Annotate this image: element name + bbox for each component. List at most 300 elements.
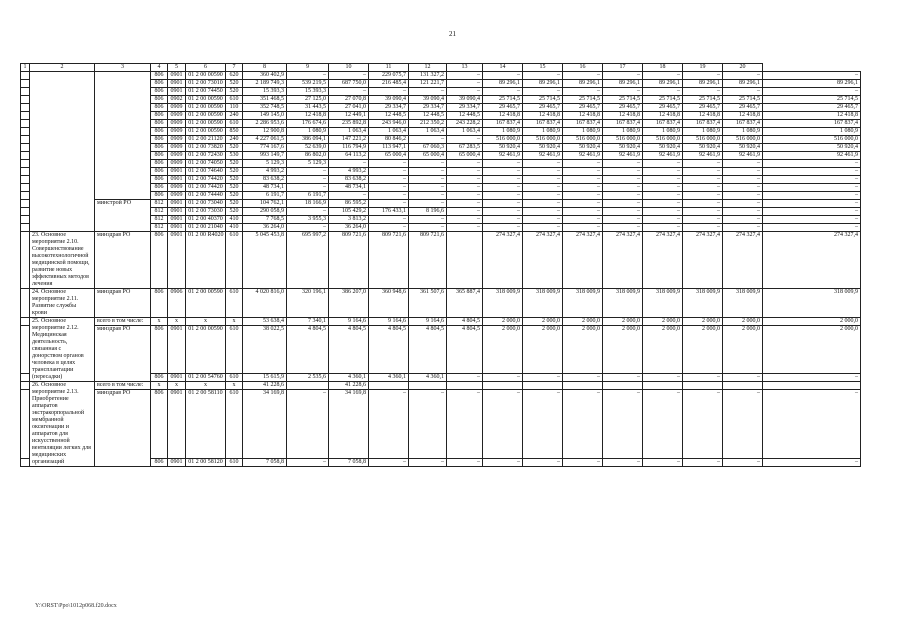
amount-cell: 2 000,0 [563, 318, 603, 326]
amount-cell: – [523, 176, 563, 184]
amount-cell: 131 327,2 [409, 72, 447, 80]
amount-cell: 53 638,4 [243, 318, 287, 326]
budget-code-cell: 01 2 00 74420 [186, 184, 226, 192]
amount-cell: – [723, 72, 763, 80]
amount-cell: 50 920,4 [723, 144, 763, 152]
budget-code-cell: 01 2 00 00590 [186, 326, 226, 374]
amount-cell: – [643, 200, 683, 208]
amount-cell: 318 009,9 [563, 289, 603, 318]
amount-cell: 176 433,1 [369, 208, 409, 216]
row-spacer [21, 88, 30, 96]
amount-cell: 12 418,8 [287, 112, 329, 120]
amount-cell: 1 063,4 [447, 128, 483, 136]
amount-cell: 1 080,9 [287, 128, 329, 136]
amount-cell: 2 000,0 [763, 326, 861, 374]
amount-cell: – [523, 168, 563, 176]
amount-cell: – [447, 160, 483, 168]
budget-code-cell: 520 [226, 176, 243, 184]
budget-code-cell: 0901 [168, 390, 186, 459]
amount-cell: 48 734,1 [243, 184, 287, 192]
amount-cell: 539 219,5 [287, 80, 329, 88]
amount-cell: – [763, 72, 861, 80]
amount-cell: 1 080,9 [603, 128, 643, 136]
budget-code-cell: 610 [226, 289, 243, 318]
budget-code-cell: 01 2 00 73010 [186, 80, 226, 88]
amount-cell: 80 846,2 [369, 136, 409, 144]
amount-cell: 516 000,0 [723, 136, 763, 144]
amount-cell: – [369, 160, 409, 168]
amount-cell: 2 000,0 [603, 318, 643, 326]
amount-cell: 274 327,4 [563, 232, 603, 289]
budget-code-cell: x [226, 382, 243, 390]
row-spacer [21, 390, 30, 459]
amount-cell: – [523, 88, 563, 96]
amount-cell: – [643, 208, 683, 216]
amount-cell: 3 813,2 [329, 216, 369, 224]
table-row [21, 72, 861, 80]
amount-cell: 5 045 453,8 [243, 232, 287, 289]
amount-cell: – [287, 184, 329, 192]
amount-cell: 12 448,5 [447, 112, 483, 120]
amount-cell: 243 946,0 [369, 120, 409, 128]
amount-cell: – [287, 459, 329, 467]
budget-code-cell: x [186, 318, 226, 326]
amount-cell: 320 196,1 [287, 289, 329, 318]
amount-cell: – [603, 374, 643, 382]
column-number: 13 [447, 64, 483, 72]
amount-cell: – [369, 459, 409, 467]
amount-cell: – [447, 200, 483, 208]
budget-code-cell: 520 [226, 168, 243, 176]
amount-cell: 229 075,7 [369, 72, 409, 80]
amount-cell: 104 762,1 [243, 200, 287, 208]
measure-name: 24. Основное мероприятие 2.11. Развитие службы крови [30, 289, 95, 318]
table-row [21, 289, 861, 318]
amount-cell [409, 382, 447, 390]
row-spacer [21, 208, 30, 216]
amount-cell: 89 296,1 [723, 80, 763, 88]
amount-cell: – [643, 184, 683, 192]
page-number: 21 [449, 30, 456, 38]
amount-cell: – [563, 176, 603, 184]
column-number: 10 [329, 64, 369, 72]
amount-cell: 50 920,4 [563, 144, 603, 152]
amount-cell: 89 296,1 [683, 80, 723, 88]
amount-cell: 318 009,9 [723, 289, 763, 318]
amount-cell: 25 714,5 [563, 96, 603, 104]
amount-cell: 52 639,0 [287, 144, 329, 152]
column-number: 12 [409, 64, 447, 72]
amount-cell: 92 461,9 [563, 152, 603, 160]
amount-cell [287, 382, 329, 390]
amount-cell: – [603, 216, 643, 224]
amount-cell: – [723, 200, 763, 208]
amount-cell: 1 063,4 [409, 128, 447, 136]
amount-cell: 27 070,8 [329, 96, 369, 104]
amount-cell: 274 327,4 [723, 232, 763, 289]
amount-cell: – [409, 459, 447, 467]
budget-code-cell: 520 [226, 208, 243, 216]
budget-code-cell: 0901 [168, 200, 186, 208]
amount-cell: 92 461,9 [483, 152, 523, 160]
table-row [21, 326, 861, 374]
budget-code-cell: 0901 [168, 168, 186, 176]
budget-code-cell: 0909 [168, 112, 186, 120]
amount-cell: 27 041,0 [329, 104, 369, 112]
amount-cell: – [723, 168, 763, 176]
budget-code-cell: 240 [226, 112, 243, 120]
amount-cell: – [369, 390, 409, 459]
amount-cell: 29 465,7 [523, 104, 563, 112]
amount-cell: 1 080,9 [643, 128, 683, 136]
amount-cell: 167 837,4 [483, 120, 523, 128]
amount-cell: 25 714,5 [643, 96, 683, 104]
amount-cell: – [483, 390, 523, 459]
amount-cell: 9 164,6 [329, 318, 369, 326]
amount-cell: – [483, 200, 523, 208]
executor: минздрав РО [95, 390, 151, 467]
amount-cell: – [643, 160, 683, 168]
amount-cell: 6 191,7 [243, 192, 287, 200]
amount-cell: – [287, 390, 329, 459]
amount-cell: 50 920,4 [603, 144, 643, 152]
budget-code-cell: 01 2 00 21040 [186, 224, 226, 232]
amount-cell: 167 837,4 [683, 120, 723, 128]
amount-cell: 92 461,9 [523, 152, 563, 160]
amount-cell: – [409, 176, 447, 184]
amount-cell: 4 020 816,0 [243, 289, 287, 318]
budget-code-cell: 240 [226, 136, 243, 144]
table-row [21, 390, 861, 459]
amount-cell: – [447, 184, 483, 192]
amount-cell: 12 448,5 [369, 112, 409, 120]
amount-cell: – [523, 224, 563, 232]
budget-code-cell: 0901 [168, 224, 186, 232]
amount-cell: – [447, 390, 483, 459]
amount-cell: – [683, 184, 723, 192]
amount-cell: – [643, 374, 683, 382]
amount-cell: – [563, 88, 603, 96]
amount-cell: – [329, 88, 369, 96]
amount-cell: 167 837,4 [603, 120, 643, 128]
amount-cell: 351 468,5 [243, 96, 287, 104]
amount-cell: 774 167,6 [243, 144, 287, 152]
budget-code-cell: 01 2 00 73030 [186, 208, 226, 216]
amount-cell: 516 000,0 [563, 136, 603, 144]
amount-cell: – [329, 72, 369, 80]
budget-code-cell: 01 2 00 00590 [186, 96, 226, 104]
amount-cell: 9 164,6 [369, 318, 409, 326]
budget-code-cell: 610 [226, 120, 243, 128]
amount-cell: 12 418,8 [483, 112, 523, 120]
budget-code-cell: 610 [226, 232, 243, 289]
amount-cell: 4 227 061,5 [243, 136, 287, 144]
amount-cell: 2 000,0 [683, 326, 723, 374]
amount-cell: 1 063,4 [329, 128, 369, 136]
budget-code-cell: 610 [226, 374, 243, 382]
amount-cell: – [683, 224, 723, 232]
amount-cell: 12 418,8 [643, 112, 683, 120]
amount-cell: 2 286 953,6 [243, 120, 287, 128]
amount-cell: – [723, 459, 763, 467]
amount-cell: – [723, 176, 763, 184]
amount-cell: – [763, 216, 861, 224]
amount-cell: – [409, 192, 447, 200]
amount-cell: – [369, 200, 409, 208]
table-row [21, 200, 861, 208]
budget-code-cell: 520 [226, 80, 243, 88]
row-spacer [21, 152, 30, 160]
amount-cell: 34 169,8 [243, 390, 287, 459]
amount-cell: – [563, 184, 603, 192]
budget-code-cell: 0906 [168, 289, 186, 318]
amount-cell: – [483, 88, 523, 96]
budget-code-cell: 01 2 00 73820 [186, 144, 226, 152]
budget-code-cell: 0901 [168, 88, 186, 96]
amount-cell: – [563, 208, 603, 216]
amount-cell: – [287, 208, 329, 216]
amount-cell: – [447, 216, 483, 224]
column-number: 16 [563, 64, 603, 72]
row-spacer [21, 104, 30, 112]
amount-cell: 167 837,4 [563, 120, 603, 128]
budget-code-cell: 0909 [168, 104, 186, 112]
executor: всего в том числе: [95, 382, 151, 390]
budget-code-cell: 0909 [168, 192, 186, 200]
budget-code-cell: 806 [151, 80, 168, 88]
column-number-header [21, 64, 861, 72]
column-number: 8 [243, 64, 287, 72]
budget-code-cell: 01 2 00 73040 [186, 200, 226, 208]
amount-cell: 116 794,9 [329, 144, 369, 152]
amount-cell: 83 638,2 [243, 176, 287, 184]
amount-cell: 5 129,3 [287, 160, 329, 168]
amount-cell: – [523, 184, 563, 192]
amount-cell: – [603, 72, 643, 80]
amount-cell: – [483, 184, 523, 192]
budget-code-cell: 0901 [168, 326, 186, 374]
budget-code-cell: 806 [151, 390, 168, 459]
amount-cell: – [723, 184, 763, 192]
budget-code-cell: 0901 [168, 208, 186, 216]
amount-cell: – [447, 224, 483, 232]
budget-code-cell: 806 [151, 128, 168, 136]
budget-code-cell: 0901 [168, 176, 186, 184]
amount-cell: – [483, 224, 523, 232]
row-spacer [21, 112, 30, 120]
amount-cell: – [643, 192, 683, 200]
amount-cell: 38 022,5 [243, 326, 287, 374]
amount-cell: 2 189 749,3 [243, 80, 287, 88]
amount-cell: – [643, 72, 683, 80]
amount-cell [603, 382, 643, 390]
budget-code-cell: 01 2 00 58120 [186, 459, 226, 467]
amount-cell: – [523, 200, 563, 208]
amount-cell: 1 080,9 [563, 128, 603, 136]
row-spacer [21, 326, 30, 374]
budget-code-cell: 530 [226, 152, 243, 160]
budget-code-cell: 01 2 00 58110 [186, 390, 226, 459]
amount-cell: – [603, 459, 643, 467]
amount-cell: 1 080,9 [523, 128, 563, 136]
amount-cell: – [523, 208, 563, 216]
amount-cell: 6 191,7 [287, 192, 329, 200]
amount-cell: 4 804,5 [329, 326, 369, 374]
amount-cell: 147 221,2 [329, 136, 369, 144]
budget-code-cell: 806 [151, 184, 168, 192]
amount-cell: – [523, 459, 563, 467]
row-spacer [21, 96, 30, 104]
amount-cell: 50 920,4 [763, 144, 861, 152]
amount-cell: 274 327,4 [683, 232, 723, 289]
budget-code-cell: 812 [151, 200, 168, 208]
column-number: 18 [643, 64, 683, 72]
budget-code-cell: 806 [151, 232, 168, 289]
amount-cell: – [369, 176, 409, 184]
amount-cell: – [563, 72, 603, 80]
executor: всего в том числе: [95, 318, 151, 326]
amount-cell: 89 296,1 [603, 80, 643, 88]
amount-cell: 2 000,0 [763, 318, 861, 326]
amount-cell: 12 418,8 [723, 112, 763, 120]
amount-cell: 12 418,8 [683, 112, 723, 120]
budget-code-cell: 01 2 00 74440 [186, 192, 226, 200]
column-number: 1 [21, 64, 30, 72]
amount-cell: 149 145,0 [243, 112, 287, 120]
amount-cell: 4 360,1 [409, 374, 447, 382]
amount-cell: – [369, 192, 409, 200]
amount-cell: – [523, 72, 563, 80]
amount-cell: – [287, 224, 329, 232]
row-spacer [21, 128, 30, 136]
budget-code-cell: 0901 [168, 72, 186, 80]
amount-cell: 12 418,8 [603, 112, 643, 120]
budget-code-cell: 610 [226, 459, 243, 467]
column-number: 9 [287, 64, 329, 72]
row-spacer [21, 382, 30, 390]
amount-cell: 1 080,9 [763, 128, 861, 136]
row-spacer [21, 224, 30, 232]
amount-cell: 92 461,9 [723, 152, 763, 160]
budget-code-cell: 0909 [168, 128, 186, 136]
amount-cell: 92 461,9 [683, 152, 723, 160]
amount-cell: 993 149,7 [243, 152, 287, 160]
amount-cell: 318 009,9 [763, 289, 861, 318]
amount-cell: 318 009,9 [603, 289, 643, 318]
amount-cell: 167 837,4 [523, 120, 563, 128]
amount-cell: – [643, 224, 683, 232]
measure-name: 25. Основное мероприятие 2.12. Медицинская деятельность, связанная с донорством органов человека в целях трансплантации (пересадки) [30, 318, 95, 382]
amount-cell: – [483, 192, 523, 200]
budget-code-cell: 01 2 00 21120 [186, 136, 226, 144]
amount-cell: – [643, 168, 683, 176]
amount-cell: – [723, 192, 763, 200]
amount-cell: 41 228,6 [243, 382, 287, 390]
amount-cell: 2 000,0 [523, 318, 563, 326]
amount-cell: – [369, 184, 409, 192]
amount-cell: 4 804,5 [369, 326, 409, 374]
amount-cell: 25 714,5 [763, 96, 861, 104]
executor: минздрав РО [95, 289, 151, 318]
amount-cell: 113 947,1 [369, 144, 409, 152]
amount-cell: – [723, 224, 763, 232]
amount-cell: 7 058,8 [329, 459, 369, 467]
budget-code-cell: 0902 [168, 96, 186, 104]
amount-cell: – [287, 168, 329, 176]
amount-cell: – [683, 88, 723, 96]
budget-code-cell: 520 [226, 144, 243, 152]
amount-cell: 167 837,4 [643, 120, 683, 128]
amount-cell [763, 382, 861, 390]
budget-code-cell: 806 [151, 192, 168, 200]
amount-cell: – [683, 192, 723, 200]
amount-cell: – [563, 160, 603, 168]
amount-cell: 25 714,5 [483, 96, 523, 104]
budget-code-cell: 610 [226, 96, 243, 104]
amount-cell: – [409, 160, 447, 168]
amount-cell: – [763, 208, 861, 216]
amount-cell: 386 094,1 [287, 136, 329, 144]
amount-cell: – [447, 459, 483, 467]
budget-code-cell: 0909 [168, 184, 186, 192]
amount-cell: 4 993,2 [243, 168, 287, 176]
amount-cell: 89 296,1 [763, 80, 861, 88]
amount-cell: 48 734,1 [329, 184, 369, 192]
budget-code-cell: 410 [226, 216, 243, 224]
amount-cell: – [447, 374, 483, 382]
amount-cell: – [643, 390, 683, 459]
amount-cell [447, 382, 483, 390]
amount-cell: 12 449,1 [329, 112, 369, 120]
amount-cell: – [603, 160, 643, 168]
amount-cell: 27 125,0 [287, 96, 329, 104]
amount-cell: 4 804,5 [447, 326, 483, 374]
amount-cell: 92 461,9 [763, 152, 861, 160]
amount-cell: 516 000,0 [683, 136, 723, 144]
amount-cell: – [763, 184, 861, 192]
budget-code-cell: 806 [151, 136, 168, 144]
column-number: 14 [483, 64, 523, 72]
amount-cell: 12 418,8 [763, 112, 861, 120]
budget-code-cell: 520 [226, 160, 243, 168]
column-number: 15 [523, 64, 563, 72]
amount-cell: 5 129,3 [243, 160, 287, 168]
amount-cell: – [763, 168, 861, 176]
amount-cell: – [369, 216, 409, 224]
row-spacer [21, 80, 30, 88]
budget-code-cell: 806 [151, 160, 168, 168]
budget-code-cell: x [186, 382, 226, 390]
column-number: 2 [30, 64, 95, 72]
amount-cell: 29 465,7 [763, 104, 861, 112]
budget-code-cell: 01 2 00 00590 [186, 120, 226, 128]
amount-cell: 386 207,0 [329, 289, 369, 318]
amount-cell: – [763, 374, 861, 382]
budget-code-cell: 01 2 00 72430 [186, 152, 226, 160]
budget-code-cell: 806 [151, 88, 168, 96]
amount-cell: 235 892,8 [329, 120, 369, 128]
budget-code-cell: 0909 [168, 160, 186, 168]
amount-cell: – [523, 216, 563, 224]
amount-cell: 29 465,7 [563, 104, 603, 112]
amount-cell: – [563, 168, 603, 176]
amount-cell: 318 009,9 [643, 289, 683, 318]
amount-cell: 2 000,0 [723, 326, 763, 374]
row-spacer [21, 216, 30, 224]
amount-cell: – [683, 168, 723, 176]
amount-cell: 809 721,6 [329, 232, 369, 289]
amount-cell: 2 000,0 [643, 326, 683, 374]
